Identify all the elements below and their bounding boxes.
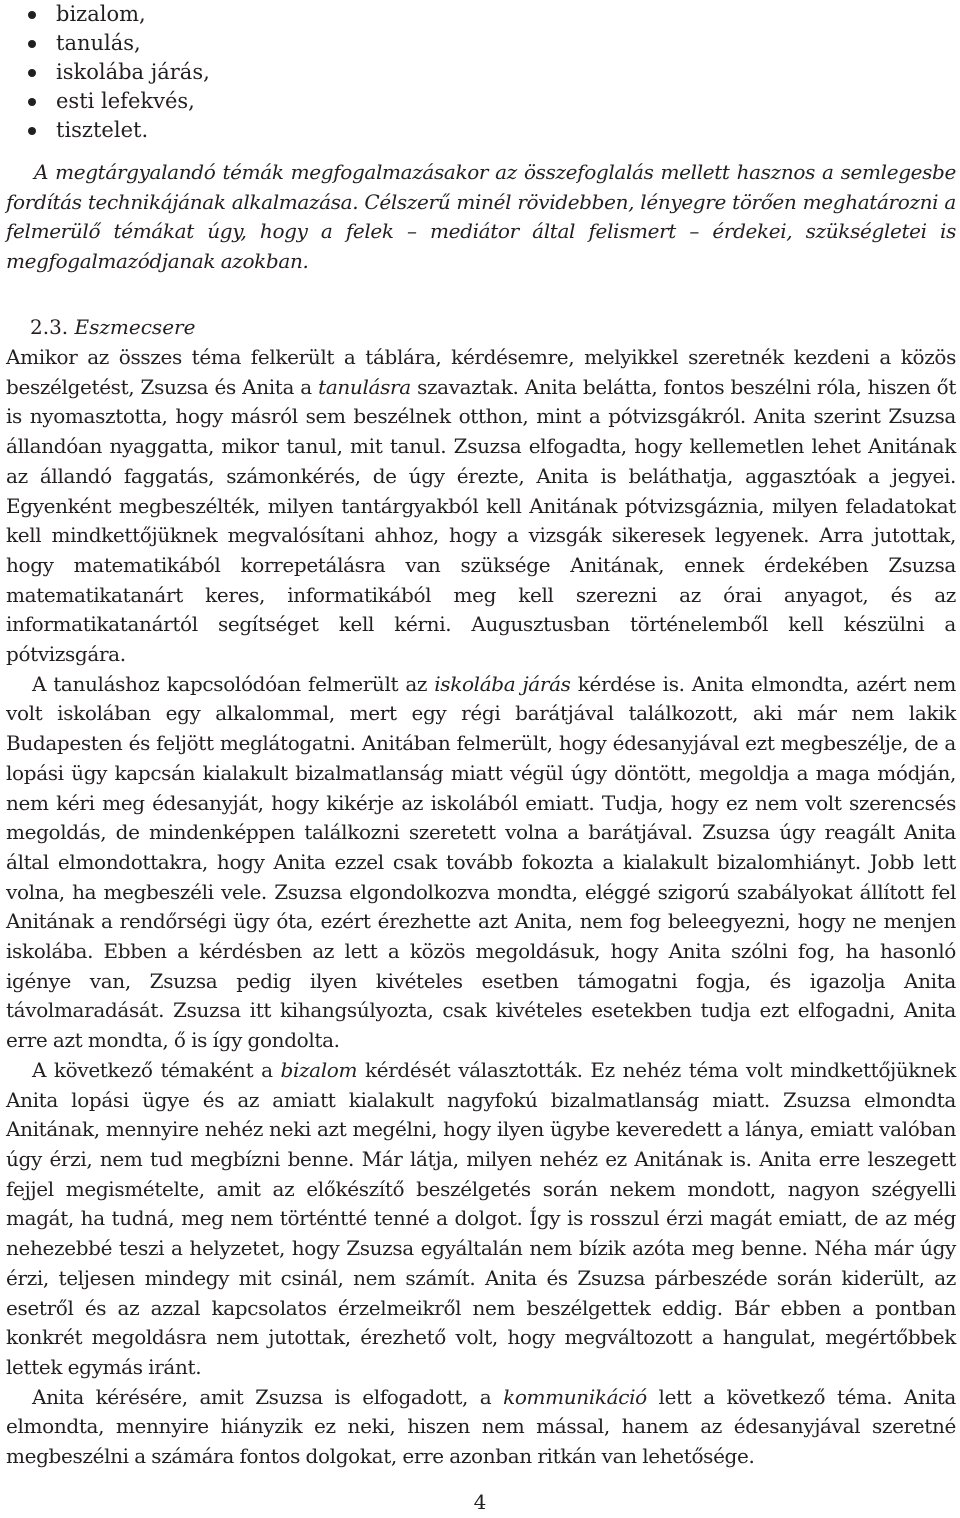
bullet-dot-icon (28, 40, 36, 48)
bullet-item: iskolába járás, (28, 58, 210, 87)
paragraph-tanulas: Amikor az összes téma felkerült a táblára, kérdésemre, melyikkel szeretnék kezdeni a közös beszélgetést, Zsuzsa és Anita a tanulásra szavaztak. Anita belátta, fontos beszélni róla, hiszen őt is nyomasztotta, hogy másról sem beszélnek otthon, mint a pótvizsgákról. Anita szerint Zsuzsa állandóan nyaggatta, mikor tanul, mit tanul. Zsuzsa elfogadta, hogy kellemetlen lehet Anitának az állandó faggatás, számonkérés, de úgy érezte, Anita is beláthatja, aggasztóak a jegyei. Egyenként megbeszélték, milyen tantárgyakból kell Anitának pótvizsgáznia, milyen feladatokat kell mindkettőjüknek megvalósítani ahhoz, hogy a vizsgák sikeresek legyenek. Arra jutottak, hogy matematikából korrepetálásra van szüksége Anitának, ennek érdekében Zsuzsa matematikatanárt keres, informatikából meg kell szerezni az órai anyagot, és az informatikatanártól segítséget kell kérni. Augusztusban történelemből kell készülni a pótvizsgára. (6, 345, 957, 667)
intro-paragraph: A megtárgyalandó témák megfogalmazásakor az összefoglalás mellett hasznos a semlegesbe fordítás technikájának alkalmazása. Célszerű minél rövidebben, lényegre törően meghatározni a felmerülő témákat úgy, hogy a felek – mediátor által felismert – érdekei, szükségletei is megfogalmazódjanak azokban. (6, 160, 956, 274)
bullet-dot-icon (28, 11, 36, 19)
section-heading: 2.3. Eszmecsere (30, 315, 196, 339)
paragraph-bizalom: A következő témaként a bizalom kérdését választották. Ez nehéz téma volt mindkettőjüknek Anita lopási ügye és az amiatt kialakult nagyfokú bizalmatlanság miatt. Zsuzsa elmondta Anitának, mennyire nehéz neki azt megélni, hogy ilyen ügybe keveredett a lánya, emiatt valóban úgy érzi, nem tud megbízni benne. Már látja, milyen nehéz ez Anitának is. Anita erre leszegett fejjel megismételte, amit az előkészítő beszélgetés során nekem mondott, nagyon szégyelli magát, ha tudná, meg nem történtté tenné a dolgot. Így is rosszul érzi magát emiatt, de az még nehezebbé teszi a helyzetet, hogy Zsuzsa egyáltalán nem bízik azóta meg benne. Néha már úgy érzi, teljesen mindegy mit csinál, nem számít. Anita és Zsuzsa párbeszéde során kiderült, az esetről és az azzal kapcsolatos érzelmeikről nem beszélgettek eddig. Bár ebben a pontban konkrét megoldásra nem jutottak, érezhető volt, hogy megváltozott a hangulat, megértőbbek lettek egymás iránt. (6, 1057, 956, 1379)
bullet-dot-icon (28, 127, 36, 135)
paragraph-iskolaba-jaras: A tanuláshoz kapcsolódóan felmerült az iskolába járás kérdése is. Anita elmondta, azért nem volt iskolában egy alkalommal, mert egy régi barátjával találkozott, aki már nem lakik Budapesten és feljött meglátogatni. Anitában felmerült, hogy édesanyjával ezt megbeszélje, de a lopási ügy kapcsán kialakult bizalmatlanság miatt végül úgy döntött, megoldja a maga módján, nem kéri meg édesanyját, hogy kikérje az iskolából emiatt. Tudja, hogy ez nem volt szerencsés megoldás, de mindenképpen találkozni szeretett volna a barátjával. Zsuzsa úgy reagált Anita által elmondottakra, hogy Anita ezzel csak tovább fokozta a kialakult bizalomhiányt. Jobb lett volna, ha megbeszéli vele. Zsuzsa elgondolkozva mondta, eléggé szigorú szabályokat állított fel Anitának a rendőrségi ügy óta, ezért érezhette azt Anita, nem fog beleegyezni, hogy ne menjen iskolába. Ebben a kérdésben az lett a közös megoldásuk, hogy Anita szólni fog, ha hasonló igénye van, Zsuzsa pedig ilyen kivételes esetben támogatni fogja, és igazolja Anita távolmaradását. Zsuzsa itt kihangsúlyozta, csak kivételes esetekben tudja ezt elfogadni, Anita erre azt mondta, ő is így gondolta. (6, 671, 956, 1053)
page-number: 4 (473, 1490, 487, 1514)
bullet-item: tanulás, (28, 29, 210, 58)
bullet-dot-icon (28, 98, 36, 106)
bullet-item: bizalom, (28, 0, 210, 29)
body-text (6, 343, 956, 1472)
bullet-dot-icon (28, 69, 36, 77)
paragraph-kommunikacio: Anita kérésére, amit Zsuzsa is elfogadott, a kommunikáció lett a következő téma. Anita elmondta, mennyire hiányzik ez neki, hiszen nem mással, hanem az édesanyjával szeretné megbeszélni a számára fontos dolgokat, erre azonban ritkán van lehetősége. (6, 1384, 956, 1469)
bullet-item: esti lefekvés, (28, 87, 210, 116)
bullet-item: tisztelet. (28, 116, 210, 145)
topic-bullet-list (28, 0, 210, 145)
